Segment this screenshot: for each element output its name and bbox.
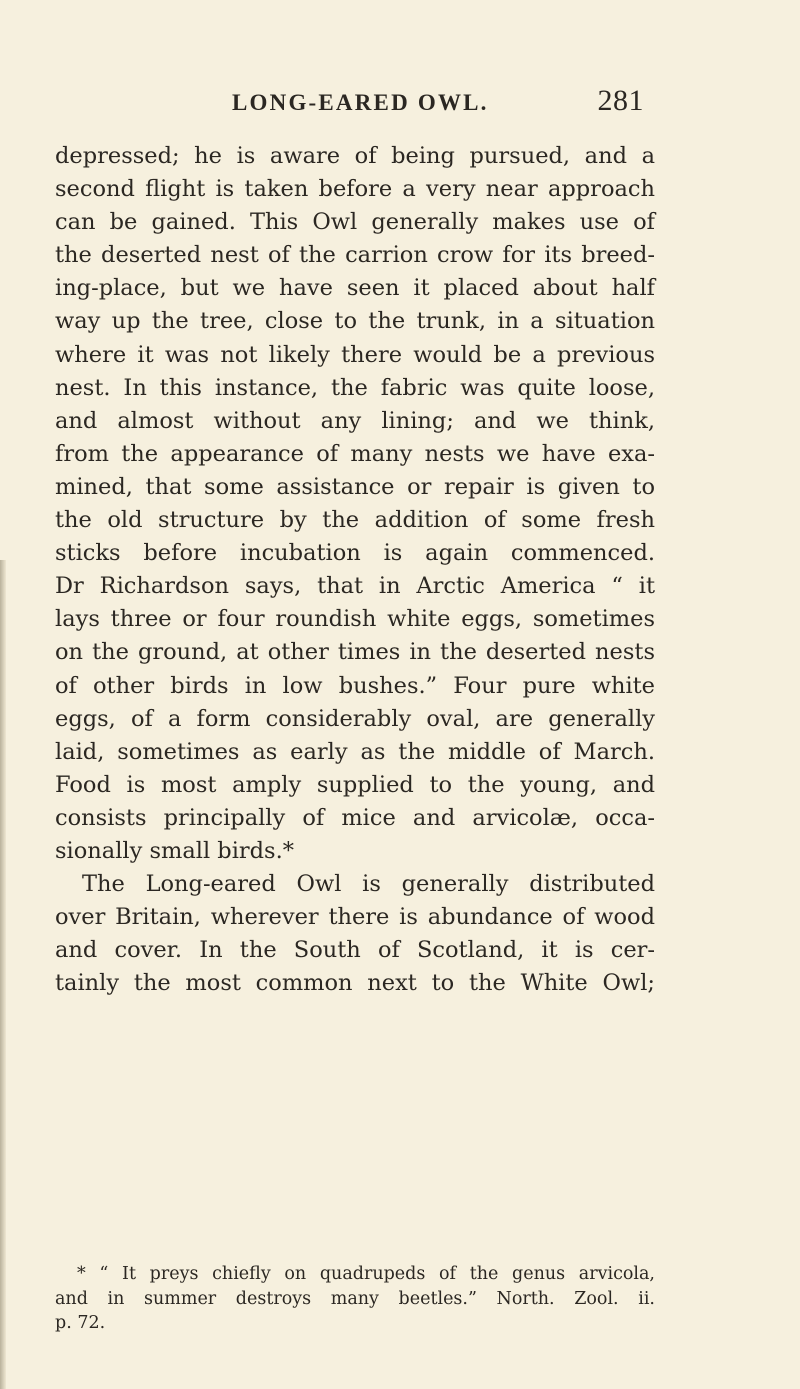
text-line: the old structure by the addition of some fresh	[55, 507, 655, 534]
page-number: 281	[597, 84, 644, 117]
text-line: where it was not likely there would be a previous	[55, 341, 655, 368]
text-line: and almost without any lining; and we think,	[55, 407, 655, 434]
text-line: consists principally of mice and arvicolæ, occa-	[55, 804, 655, 831]
footnote-line: * “ It preys chiefly on quadrupeds of the genus arvicola,	[77, 1264, 655, 1284]
text-line: ing-place, but we have seen it placed about half	[55, 275, 655, 302]
text-line: lays three or four roundish white eggs, sometimes	[55, 606, 655, 633]
text-line: from the appearance of many nests we have exa-	[55, 440, 655, 467]
text-line: over Britain, wherever there is abundance of wood	[55, 904, 655, 931]
text-line: sticks before incubation is again commenced.	[55, 540, 655, 567]
text-line: second flight is taken before a very near approach	[55, 176, 655, 203]
text-line: The Long-eared Owl is generally distributed	[82, 871, 655, 898]
page-header	[232, 84, 644, 122]
text-line: eggs, of a form considerably oval, are generally	[55, 705, 655, 732]
footnote-line: and in summer destroys many beetles.” North. Zool. ii.	[55, 1288, 655, 1309]
text-line: depressed; he is aware of being pursued, and a	[55, 143, 655, 169]
text-line: of other birds in low bushes.” Four pure white	[55, 672, 655, 699]
footnote	[55, 1262, 655, 1336]
text-line: the deserted nest of the carrion crow for its breed-	[55, 242, 655, 269]
text-line: mined, that some assistance or repair is given to	[55, 473, 655, 500]
text-line: tainly the most common next to the White Owl;	[55, 970, 655, 997]
text-line: nest. In this instance, the fabric was quite loose,	[55, 374, 655, 401]
running-head: LONG-EARED OWL.	[232, 90, 489, 115]
text-line: laid, sometimes as early as the middle of March.	[55, 738, 655, 765]
page-edge-shadow	[0, 560, 6, 1389]
text-line: on the ground, at other times in the deserted nests	[55, 639, 655, 666]
text-line: Dr Richardson says, that in Arctic America “ it	[55, 573, 655, 600]
text-line: sionally small birds.*	[55, 837, 294, 864]
body-text	[55, 140, 655, 1000]
text-line: Food is most amply supplied to the young, and	[55, 771, 655, 798]
text-line: can be gained. This Owl generally makes use of	[55, 209, 655, 236]
text-line: way up the tree, close to the trunk, in a situation	[55, 308, 655, 335]
footnote-line: p. 72.	[55, 1313, 106, 1333]
text-line: and cover. In the South of Scotland, it is cer-	[55, 937, 655, 964]
